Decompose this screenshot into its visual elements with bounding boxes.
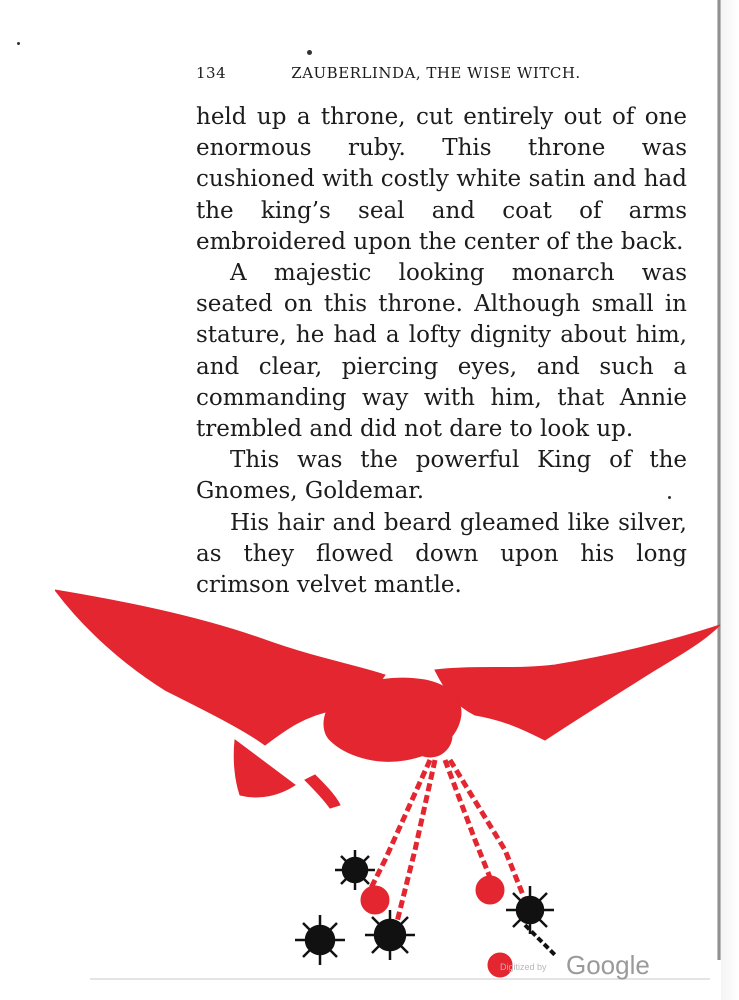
black-spiked-ball: [506, 886, 554, 934]
black-spiked-ball: [335, 850, 375, 890]
red-spiked-ball: [361, 886, 389, 914]
running-title: ZAUBERLINDA, THE WISE WITCH.: [291, 64, 581, 82]
tail: [234, 740, 295, 797]
body-text: [196, 102, 687, 601]
paragraph-monarch: A majestic looking monarch was seated on this throne. Although small in stature, he had a lofty dignity about him, and clear, piercing eyes, and such a commanding way with him, that Annie trembled and did not dare to look up.: [196, 260, 687, 443]
black-spiked-ball: [295, 915, 345, 965]
right-wing: [435, 625, 720, 740]
paragraph-continuation: held up a throne, cut entirely out of one enormous ruby. This throne was cushioned with costly white satin and had the king’s seal and coat of arms embroidered upon the center of the back.: [196, 104, 687, 255]
page-number: 134: [196, 64, 227, 82]
black-spiked-ball: [365, 910, 415, 960]
digitized-label: Digitized by: [500, 962, 547, 972]
eagle-head: [408, 713, 452, 757]
google-watermark: Google: [566, 950, 650, 980]
running-header: [196, 64, 696, 82]
red-spiked-ball: [476, 876, 504, 904]
speck: [17, 42, 20, 45]
speck: [307, 50, 312, 55]
paragraph-hair: His hair and beard gleamed like silver, as they flowed down upon his long crimson velvet mantle.: [196, 509, 687, 599]
left-talon: [305, 775, 340, 808]
paragraph-king: This was the powerful King of the Gnomes, Goldemar.: [196, 447, 687, 505]
red-eagle-with-flails-icon: [55, 570, 725, 990]
chain-mid: [395, 760, 435, 930]
